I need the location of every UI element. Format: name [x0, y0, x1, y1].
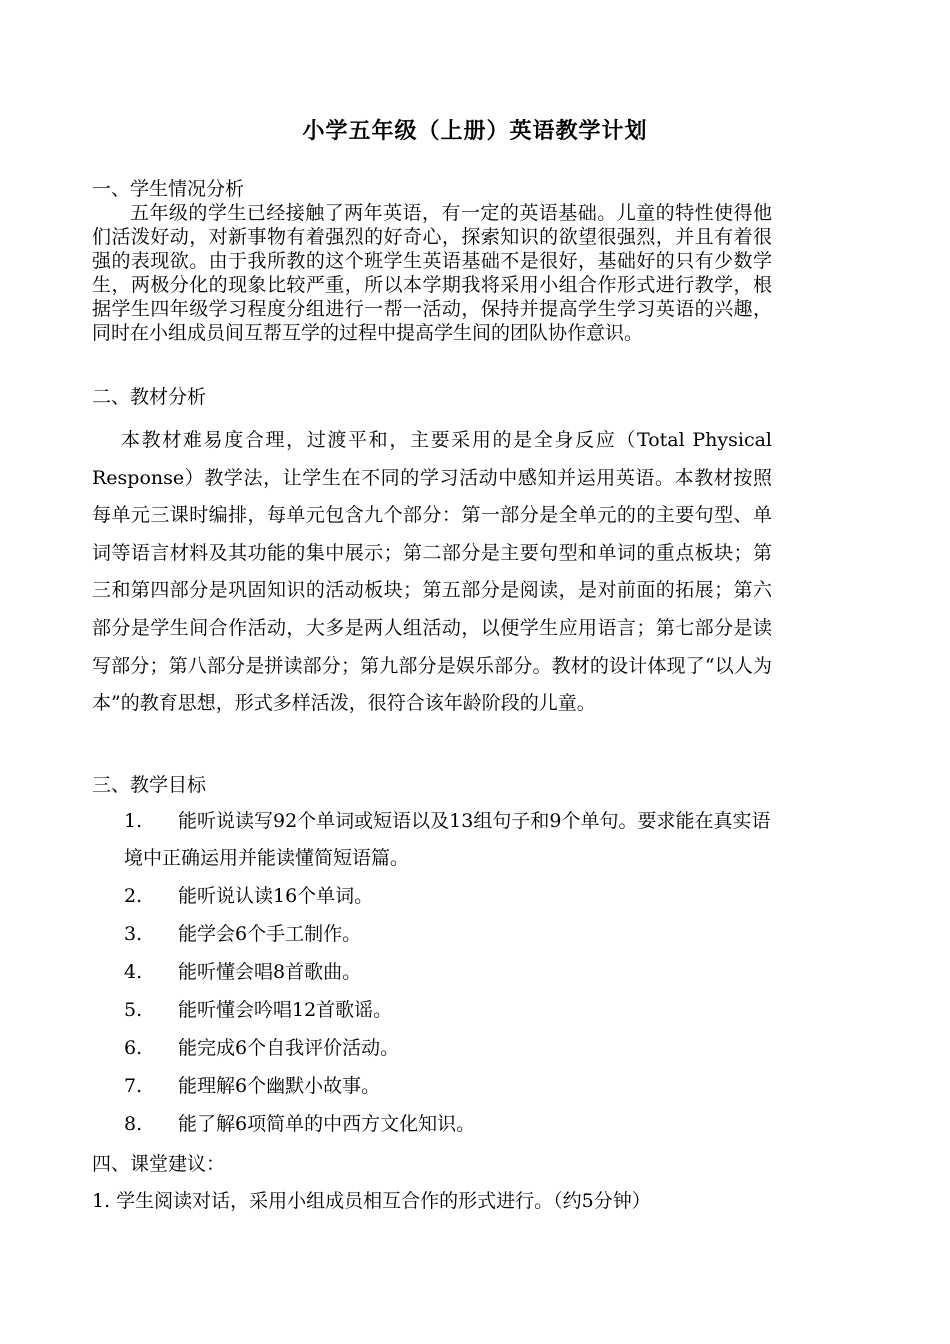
goal-text: 能了解6项简单的中西方文化知识。: [178, 1113, 476, 1135]
section-heading-classroom-advice: 四、课堂建议：: [92, 1153, 226, 1175]
advice-item: 1. 学生阅读对话，采用小组成员相互合作的形式进行。（约5分钟）: [92, 1190, 651, 1212]
goal-item: [124, 1030, 399, 1067]
goal-item: [124, 803, 774, 877]
goal-item: [124, 954, 361, 991]
goal-text: 能理解6个幽默小故事。: [178, 1075, 381, 1097]
goal-number: 1.: [124, 810, 143, 832]
goal-item: [124, 1106, 475, 1143]
goal-number: 8.: [124, 1113, 143, 1135]
section-heading-teaching-goals: 三、教学目标: [92, 774, 207, 796]
goal-item: [124, 878, 373, 915]
goal-text: 能听懂会唱8首歌曲。: [178, 961, 362, 983]
student-analysis-paragraph: 五年级的学生已经接触了两年英语，有一定的英语基础。儿童的特性使得他们活泼好动，对新事物有着强烈的好奇心，探索知识的欲望很强烈，并且有着很强的表现欲。由于我所教的这个班学生英语基础不是很好，基础好的只有少数学生，两极分化的现象比较严重，所以本学期我将采用小组合作形式进行教学，根据学生四年级学习程度分组进行一帮一活动，保持并提高学生学习英语的兴趣，同时在小组成员间互帮互学的过程中提高学生间的团队协作意识。: [92, 202, 772, 344]
goal-number: 5.: [124, 999, 143, 1021]
goal-text: 能完成6个自我评价活动。: [178, 1037, 400, 1059]
goal-item: [124, 992, 392, 1029]
section-heading-student-analysis: 一、学生情况分析: [92, 178, 245, 200]
goal-item: [124, 916, 361, 953]
textbook-analysis-paragraph: 本教材难易度合理，过渡平和，主要采用的是全身反应（Total Physical Response）教学法，让学生在不同的学习活动中感知并运用英语。本教材按照每单元三课时编排，每单元包含九个部分：第一部分是全单元的的主要句型、单词等语言材料及其功能的集中展示；第二部分是主要句型和单词的重点板块；第三和第四部分是巩固知识的活动板块；第五部分是阅读，是对前面的拓展；第六部分是学生间合作活动，大多是两人组活动，以便学生应用语言；第七部分是读写部分；第八部分是拼读部分；第九部分是娱乐部分。教材的设计体现了“以人为本”的教育思想，形式多样活泼，很符合该年龄阶段的儿童。: [92, 429, 772, 715]
goal-text: 能听说读写92个单词或短语以及13组句子和9个单句。要求能在真实语境中正确运用并能读懂简短语篇。: [124, 810, 771, 869]
section-heading-textbook-analysis: 二、教材分析: [92, 386, 207, 408]
goal-number: 2.: [124, 885, 143, 907]
goal-text: 能听懂会吟唱12首歌谣。: [178, 999, 393, 1021]
goal-number: 3.: [124, 923, 143, 945]
goal-number: 6.: [124, 1037, 143, 1059]
goal-text: 能学会6个手工制作。: [178, 923, 362, 945]
goal-number: 4.: [124, 961, 143, 983]
goal-number: 7.: [124, 1075, 143, 1097]
document-title: 小学五年级（上册）英语教学计划: [302, 118, 648, 144]
goal-item: [124, 1068, 380, 1105]
goal-text: 能听说认读16个单词。: [178, 885, 374, 907]
